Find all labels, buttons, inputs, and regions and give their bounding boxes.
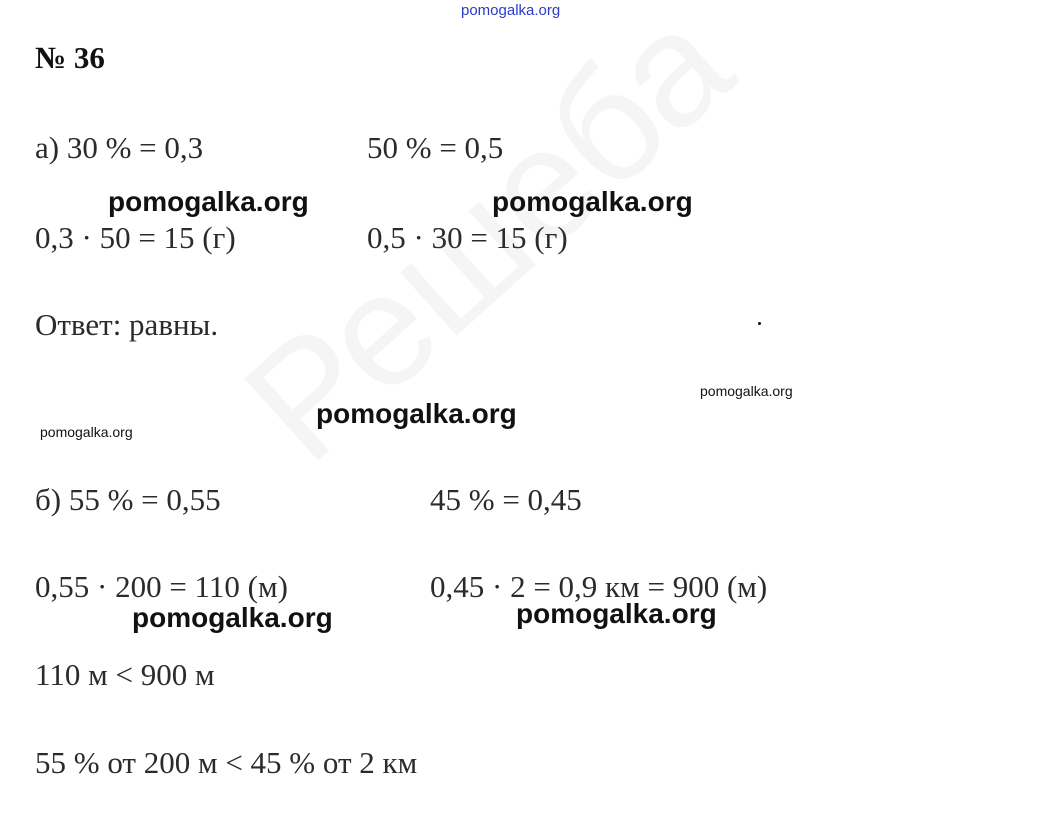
watermark: pomogalka.org bbox=[700, 383, 793, 399]
problem-number: № 36 bbox=[35, 40, 105, 75]
top-watermark: pomogalka.org bbox=[461, 2, 561, 19]
watermark: pomogalka.org bbox=[492, 186, 693, 217]
part-a-line2-left: 0,3 · 50 = 15 (г) bbox=[35, 220, 236, 255]
part-b-line2-right: 0,45 · 2 = 0,9 км = 900 (м) bbox=[430, 569, 768, 604]
part-b-line3: 110 м < 900 м bbox=[35, 657, 215, 692]
part-b-line1-right: 45 % = 0,45 bbox=[430, 482, 582, 517]
watermark: pomogalka.org bbox=[108, 186, 309, 217]
watermark: pomogalka.org bbox=[132, 602, 333, 633]
part-a-line1-right: 50 % = 0,5 bbox=[367, 130, 504, 165]
watermark: pomogalka.org bbox=[40, 424, 133, 440]
part-b-line4: 55 % от 200 м < 45 % от 2 км bbox=[35, 745, 418, 780]
part-b-line2-left: 0,55 · 200 = 110 (м) bbox=[35, 569, 288, 604]
part-a-answer: Ответ: равны. bbox=[35, 307, 219, 342]
part-a-line1-left: а) 30 % = 0,3 bbox=[35, 130, 204, 165]
watermark: pomogalka.org bbox=[316, 398, 517, 429]
dot-mark bbox=[758, 322, 761, 325]
watermark: pomogalka.org bbox=[516, 598, 717, 629]
part-a-line2-right: 0,5 · 30 = 15 (г) bbox=[367, 220, 568, 255]
part-b-line1-left: б) 55 % = 0,55 bbox=[35, 482, 221, 517]
